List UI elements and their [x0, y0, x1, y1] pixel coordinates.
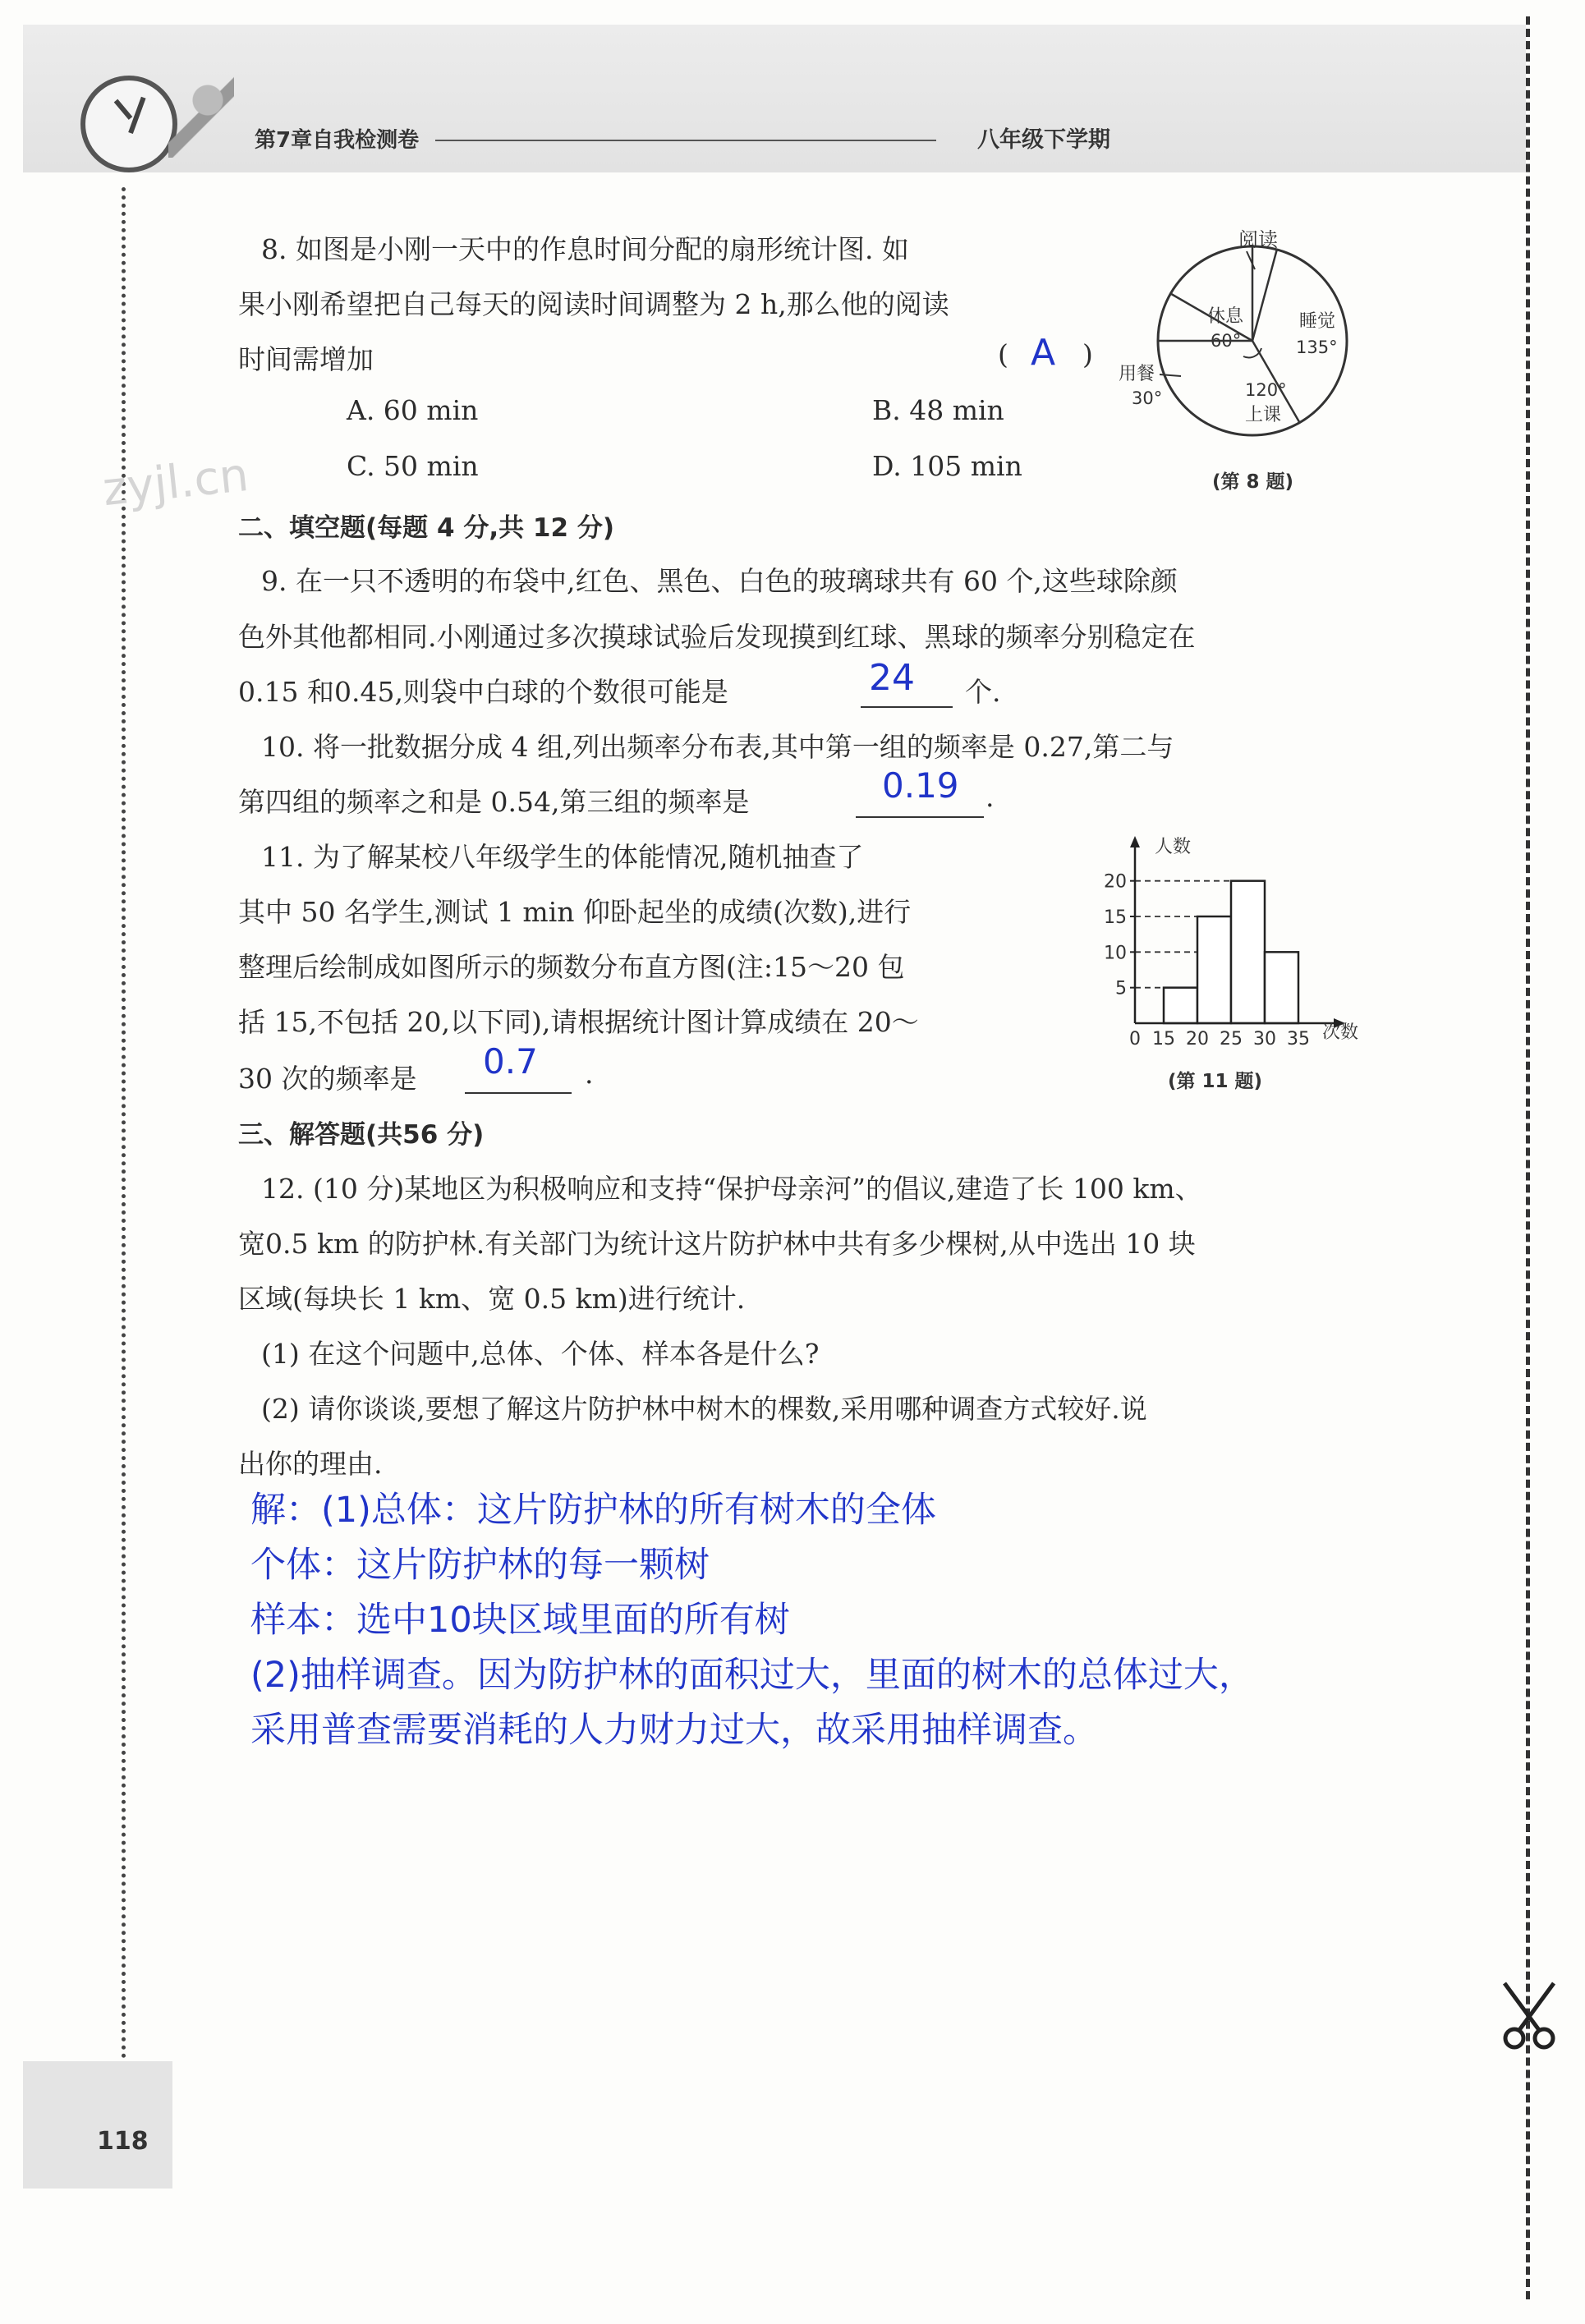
histogram-bar: [1265, 952, 1298, 1023]
histogram-y-arrow: [1130, 836, 1140, 847]
solution-line2: 个体：这片防护林的每一颗树: [250, 1545, 710, 1586]
pie-label-meal-deg: 30°: [1132, 388, 1163, 408]
q11-line5a: 30 次的频率是: [238, 1063, 417, 1095]
q11-line4: 括 15,不包括 20,以下同),请根据统计图计算成绩在 20～: [238, 1006, 919, 1038]
compass-logo-icon: [80, 76, 177, 172]
histogram-bar: [1197, 916, 1231, 1023]
q10-line1: 10. 将一批数据分成 4 组,列出频率分布表,其中第一组的频率是 0.27,第二与: [261, 731, 1174, 763]
pie-label-sleep: 睡觉: [1299, 311, 1336, 332]
q10-answer: 0.19: [882, 765, 959, 806]
histogram-ytick-label: 20: [1104, 871, 1127, 893]
q10-line2b: .: [985, 781, 995, 813]
q9-line2: 色外其他都相同.小刚通过多次摸球试验后发现摸到红球、黑球的频率分别稳定在: [238, 621, 1196, 653]
pie-leader-reading: [1247, 251, 1255, 269]
solution-line5: 采用普查需要消耗的人力财力过大，故采用抽样调查。: [250, 1710, 1098, 1751]
histogram-y-label: 人数: [1155, 837, 1192, 857]
q8-bracket-open: (: [998, 338, 1008, 370]
pie-label-meal: 用餐: [1119, 364, 1155, 384]
pie-label-class-deg: 120°: [1245, 380, 1287, 400]
q11-line3: 整理后绘制成如图所示的频数分布直方图(注:15～20 包: [238, 951, 905, 983]
q9-answer: 24: [869, 657, 915, 699]
q8-answer: A: [1031, 332, 1056, 374]
pie-leader-meal: [1160, 374, 1181, 376]
histogram-ytick-label: 5: [1115, 978, 1127, 999]
pie-label-reading: 阅读: [1238, 228, 1278, 251]
q8-line1: 8. 如图是小刚一天中的作息时间分配的扇形统计图. 如: [261, 233, 909, 265]
histogram-ytick-label: 15: [1104, 907, 1127, 928]
q11-line1: 11. 为了解某校八年级学生的体能情况,随机抽查了: [261, 841, 864, 873]
q10-line2a: 第四组的频率之和是 0.54,第三组的频率是: [238, 786, 750, 818]
q8-caption: (第 8 题): [1212, 471, 1294, 493]
q12-line3: 区域(每块长 1 km、宽 0.5 km)进行统计.: [238, 1283, 746, 1315]
scissors-icon: [1496, 1979, 1562, 2053]
histogram-ytick-label: 10: [1104, 943, 1127, 964]
q12-sub2b: 出你的理由.: [238, 1448, 383, 1480]
header-band: [23, 25, 1526, 172]
chapter-title: 第7章自我检测卷: [255, 128, 420, 153]
q8-option-d: D. 105 min: [872, 450, 1022, 482]
solution-line1: 解：(1)总体：这片防护林的所有树木的全体: [250, 1490, 936, 1531]
q8-option-b: B. 48 min: [872, 394, 1004, 426]
q9-line1: 9. 在一只不透明的布袋中,红色、黑色、白色的玻璃球共有 60 个,这些球除颜: [261, 565, 1178, 597]
q9-blank: [861, 706, 953, 708]
q11-caption: (第 11 题): [1168, 1071, 1263, 1092]
q11-answer: 0.7: [483, 1041, 538, 1082]
q8-bracket-close: ): [1082, 338, 1093, 370]
pie-label-sleep-deg: 135°: [1296, 338, 1338, 357]
q12-sub2: (2) 请你谈谈,要想了解这片防护林中树木的棵数,采用哪种调查方式较好.说: [261, 1393, 1147, 1425]
q11-line2: 其中 50 名学生,测试 1 min 仰卧起坐的成绩(次数),进行: [238, 896, 912, 928]
q10-blank: [856, 816, 984, 818]
page-number: 118: [97, 2127, 149, 2156]
histogram-xtick-label: 30: [1253, 1029, 1276, 1049]
q12-line2: 宽0.5 km 的防护林.有关部门为统计这片防护林中共有多少棵树,从中选出 10 块: [238, 1228, 1196, 1260]
q9-line3b: 个.: [965, 676, 1001, 708]
cut-dashed-line: [1526, 16, 1530, 2299]
solution-line3: 样本：选中10块区域里面的所有树: [250, 1600, 790, 1641]
histogram-bar: [1164, 988, 1197, 1023]
watermark: zyjl.cn: [100, 448, 251, 517]
histogram-chart: [1084, 829, 1396, 1051]
q8-line3: 时间需增加: [238, 343, 374, 375]
q12-sub1: (1) 在这个问题中,总体、个体、样本各是什么?: [261, 1338, 820, 1370]
histogram-bar: [1231, 881, 1265, 1023]
pie-chart: [1100, 222, 1396, 460]
section3-title: 三、解答题(共56 分): [238, 1120, 485, 1150]
histogram-xtick-label: 15: [1152, 1029, 1175, 1049]
histogram-xtick-label: 20: [1186, 1029, 1209, 1049]
q9-line3a: 0.15 和0.45,则袋中白球的个数很可能是: [238, 676, 728, 708]
solution-line4: (2)抽样调查。因为防护林的面积过大，里面的树木的总体过大，: [250, 1655, 1254, 1696]
q8-line2: 果小刚希望把自己每天的阅读时间调整为 2 h,那么他的阅读: [238, 288, 949, 320]
q11-blank: [465, 1092, 572, 1094]
q11-line5b: .: [585, 1058, 594, 1090]
histogram-xtick-label: 0: [1129, 1029, 1141, 1049]
histogram-bars: [1164, 881, 1298, 1023]
runner-logo-icon: [168, 76, 234, 158]
header-rule: [435, 140, 936, 141]
section2-title: 二、填空题(每题 4 分,共 12 分): [238, 513, 614, 543]
pie-label-rest: 休息: [1207, 306, 1244, 327]
pie-label-class: 上课: [1245, 405, 1282, 425]
histogram-xtick-label: 35: [1287, 1029, 1310, 1049]
histogram-x-label: 次数: [1322, 1022, 1359, 1043]
q8-option-c: C. 50 min: [347, 450, 479, 482]
pie-label-rest-deg: 60°: [1211, 331, 1242, 351]
pie-center-arc: [1243, 348, 1261, 357]
page-tab: [23, 2061, 172, 2189]
pie-sector-boundary-0: [1252, 250, 1277, 341]
histogram-xtick-label: 25: [1220, 1029, 1243, 1049]
q8-option-a: A. 60 min: [347, 394, 479, 426]
grade-label: 八年级下学期: [977, 127, 1110, 153]
q12-line1: 12. (10 分)某地区为积极响应和支持“保护母亲河”的倡议,建造了长 100 km、: [261, 1173, 1202, 1205]
